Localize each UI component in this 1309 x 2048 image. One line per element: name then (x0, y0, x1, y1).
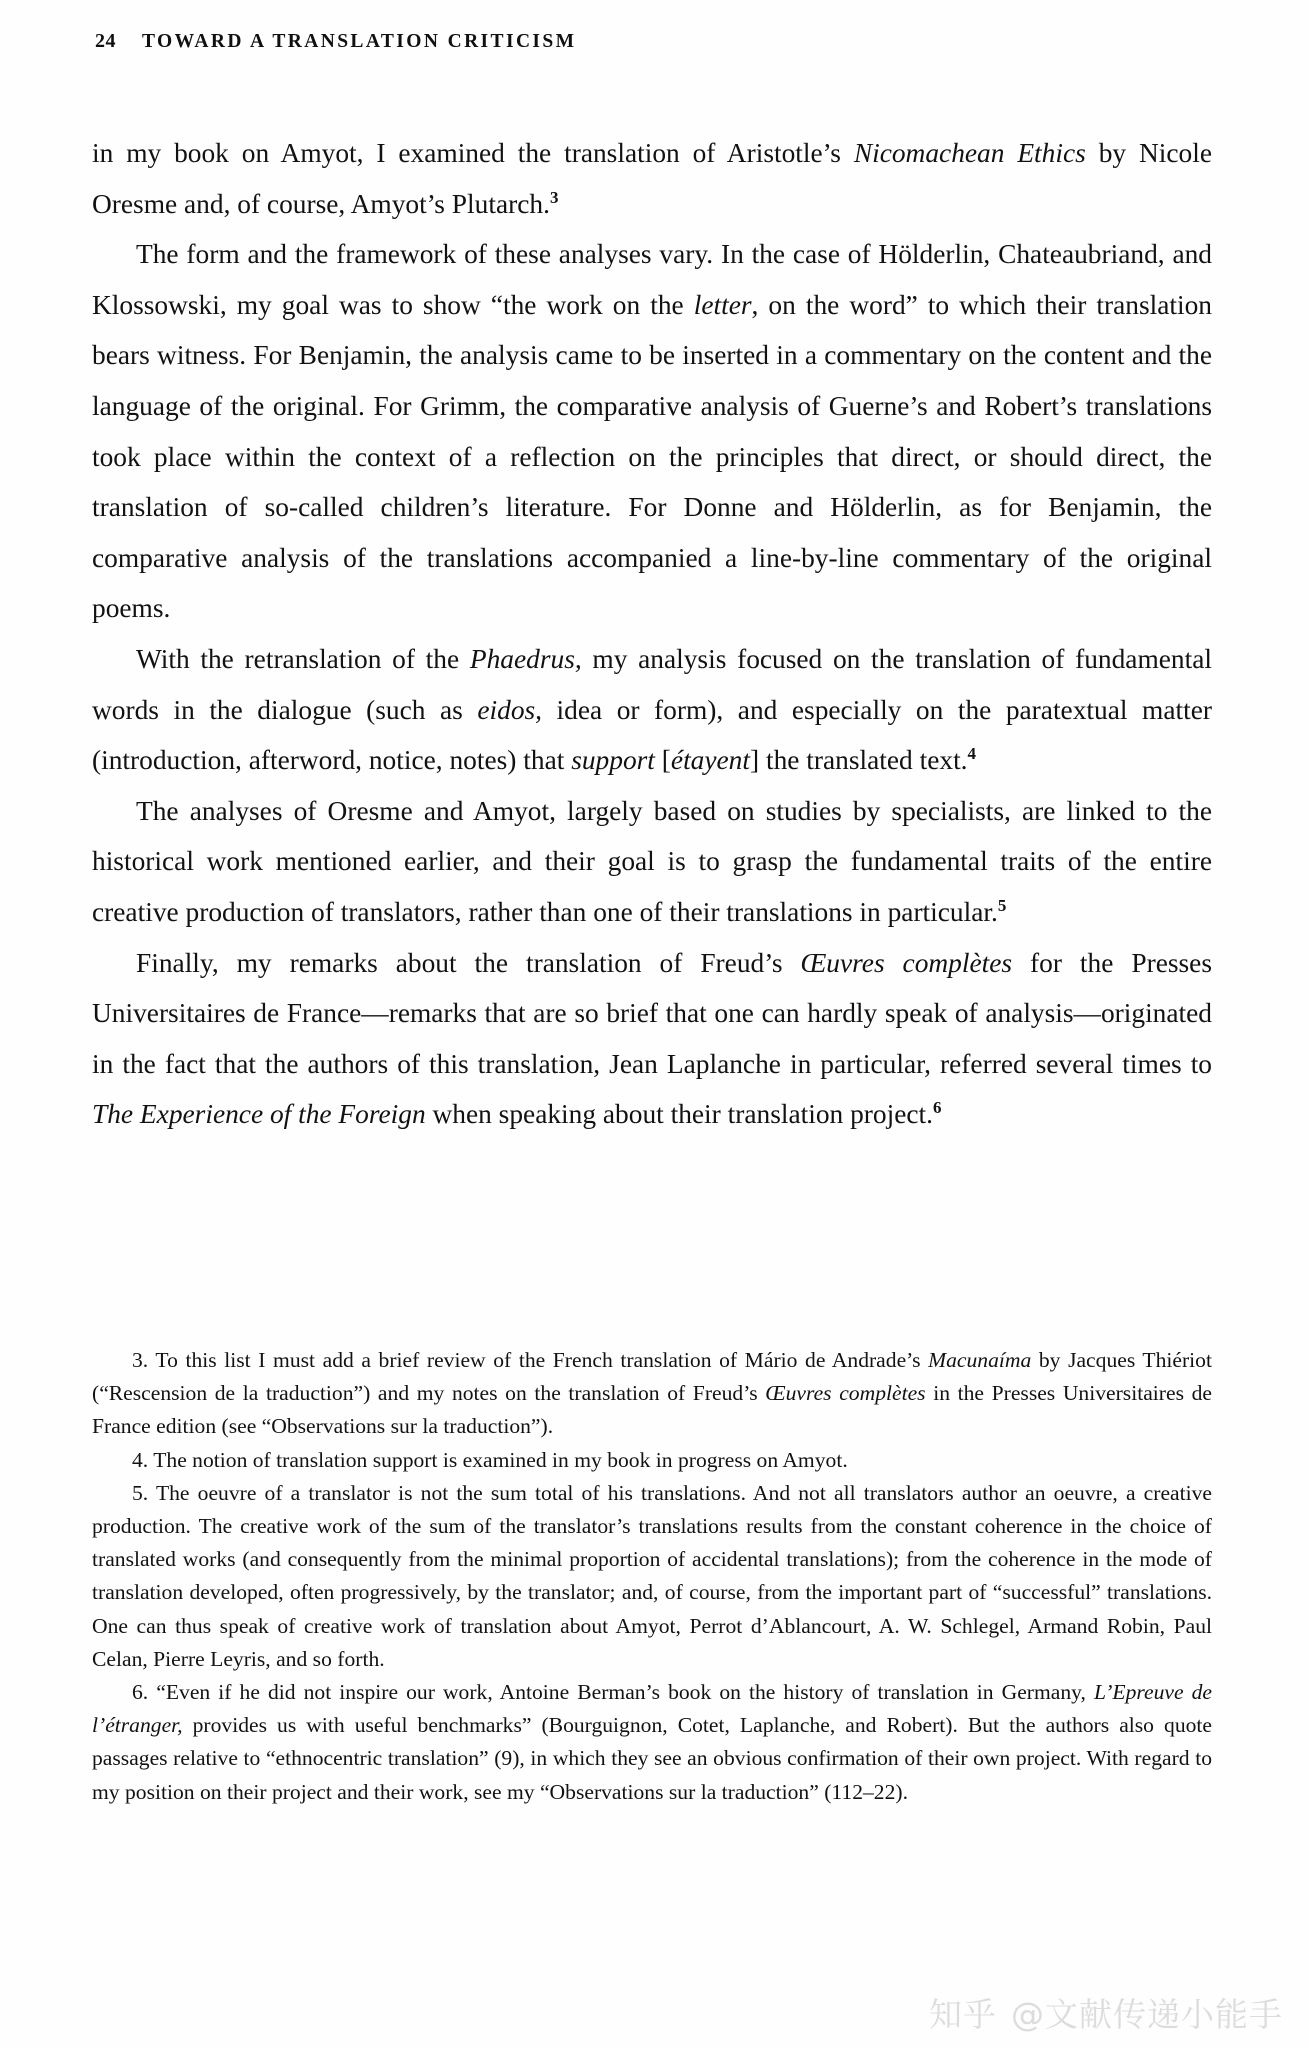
footnote-entry (92, 1676, 1212, 1809)
text-run: The form and the framework of these analyses vary. In the case of Hölderlin, Chateaubriand, and Klossowski, my goal was to show “the work on the (92, 239, 1212, 320)
body-paragraph (92, 786, 1212, 938)
zhihu-watermark (929, 1989, 1283, 2036)
footnote-marker: 5 (997, 895, 1007, 915)
footnote-marker: 6 (933, 1098, 942, 1118)
italic-run: Œuvres complètes (800, 947, 1013, 978)
text-run: 3. To this list I must add a brief review of the French translation of Mário de Andrade’s (132, 1348, 929, 1372)
italic-run: letter (693, 289, 752, 320)
footnote-entry (92, 1344, 1212, 1444)
body-paragraph (92, 634, 1212, 786)
text-run: by Jacques Thiériot (“Rescension de la traduction”) and my notes on the translation of Freud’s (92, 1348, 1212, 1406)
text-run: 5. The oeuvre of a translator is not the sum total of his translations. And not all translators author an oeuvre, a creative production. The creative work of the sum of the translator’s translations results from the constant coherence in the choice of translated works (and consequently from the minimal proportion of accidental translations); from the coherence in the mode of translation developed, often progressively, by the translator; and, of course, from the important part of “successful” translations. One can thus speak of creative work of translation about Amyot, Perrot d’Ablancourt, A. W. Schlegel, Armand Robin, Paul Celan, Pierre Leyris, and so forth. (92, 1480, 1212, 1671)
text-run: , on the word” to which their translation bears witness. For Benjamin, the analysis came to be inserted in a commentary on the content and the language of the original. For Grimm, the comparative analysis of Guerne’s and Robert’s translations took place within the context of a reflection on the principles that direct, or should direct, the translation of so-called children’s literature. For Donne and Hölderlin, as for Benjamin, the comparative analysis of the translations accompanied a line-by-line commentary of the original poems. (92, 289, 1212, 624)
italic-run: eidos, (477, 694, 543, 725)
italic-run: L’Epreuve de l’étranger, (92, 1680, 1212, 1738)
text-run: 6. “Even if he did not inspire our work, Antoine Berman’s book on the history of translation in Germany, (132, 1680, 1094, 1705)
text-run: [ (654, 745, 671, 776)
italic-run: Macunaíma (928, 1348, 1032, 1372)
text-run: for the Presses Universitaires de France—remarks that are so brief that one can hardly speak of analysis—originated in the fact that the authors of this translation, Jean Laplanche in particular, referred several times to (92, 947, 1212, 1079)
text-run: ] the translated text. (750, 745, 968, 776)
body-paragraph (92, 229, 1212, 634)
running-head (95, 30, 576, 53)
body-paragraph (92, 938, 1212, 1140)
text-run: in my book on Amyot, I examined the translation of Aristotle’s (92, 138, 854, 168)
footnote-entry (92, 1477, 1212, 1676)
text-run: 4. The notion of translation support is examined in my book in progress on Amyot. (132, 1447, 848, 1472)
text-run: provides us with useful benchmarks” (Bourguignon, Cotet, Laplanche, and Robert). But the authors also quote passages relative to “ethnocentric translation” (9), in which they see an obvious confirmation of their own project. With regard to my position on their project and their work, see my “Observations sur la traduction” (112–22). (92, 1713, 1212, 1804)
text-run: by Nicole Oresme and, of course, Amyot’s Plutarch. (92, 138, 1212, 219)
text-run: in the Presses Universitaires de France edition (see “Observations sur la traduction”). (92, 1381, 1212, 1439)
page-number: 24 (95, 30, 116, 52)
text-run: when speaking about their translation project. (425, 1099, 933, 1130)
text-run: Finally, my remarks about the translation of Freud’s (136, 947, 801, 978)
footnote-marker: 3 (549, 187, 559, 207)
running-head-title: TOWARD A TRANSLATION CRITICISM (142, 31, 577, 52)
text-run: The analyses of Oresme and Amyot, largely based on studies by specialists, are linked to the historical work mentioned earlier, and their goal is to grasp the fundamental traits of the entire creative production of translators, rather than one of their translations in particular. (92, 795, 1212, 927)
italic-run: Œuvres complètes (765, 1381, 926, 1406)
italic-run: Nicomachean Ethics (853, 138, 1086, 168)
italic-run: étayent (670, 745, 750, 776)
italic-run: The Experience of the Foreign (92, 1099, 426, 1130)
footnotes (92, 1344, 1212, 1809)
watermark-handle: @文献传递小能手 (1011, 1995, 1283, 2034)
body-text (92, 128, 1212, 1140)
italic-run: Phaedrus, (469, 643, 582, 674)
italic-run: support (571, 745, 655, 776)
watermark-logo: 知乎 (929, 1995, 997, 2034)
body-paragraph (92, 128, 1212, 229)
text-run: my analysis focused on the translation of fundamental words in the dialogue (such as (92, 643, 1212, 725)
text-run: idea or form), and especially on the paratextual matter (introduction, afterword, notice, notes) that (92, 694, 1212, 776)
footnote-entry (92, 1444, 1212, 1477)
text-run: With the retranslation of the (136, 643, 470, 674)
footnote-marker: 4 (967, 744, 977, 763)
